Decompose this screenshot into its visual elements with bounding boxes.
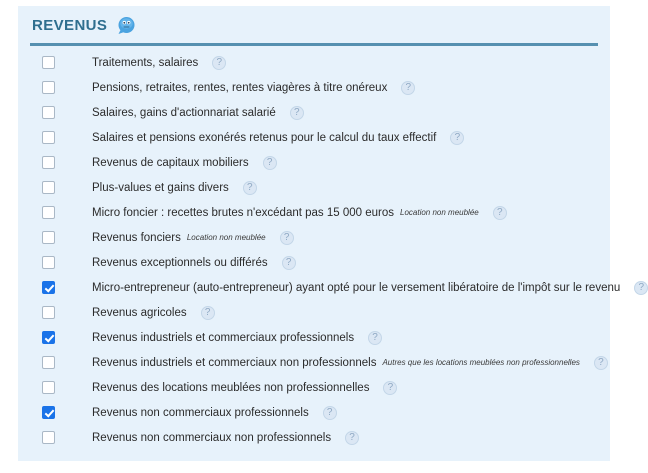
checkbox-row[interactable]	[18, 100, 610, 125]
revenu-label: Revenus non commerciaux professionnels	[92, 406, 309, 419]
help-icon[interactable]: ?	[383, 381, 397, 395]
revenu-label: Revenus des locations meublées non professionnelles	[92, 381, 370, 394]
revenu-checkbox[interactable]	[42, 206, 55, 219]
checkbox-row[interactable]	[18, 325, 610, 350]
checkbox-row[interactable]	[18, 175, 610, 200]
help-icon[interactable]: ?	[290, 106, 304, 120]
revenu-label: Revenus de capitaux mobiliers	[92, 156, 249, 169]
revenu-checkbox[interactable]	[42, 181, 55, 194]
help-icon[interactable]: ?	[263, 156, 277, 170]
revenu-checkbox[interactable]	[42, 131, 55, 144]
revenu-label: Micro foncier : recettes brutes n'excédant pas 15 000 euros	[92, 206, 394, 219]
revenu-label: Revenus exceptionnels ou différés	[92, 256, 268, 269]
revenu-note: Location non meublée	[400, 208, 479, 217]
revenu-checkbox[interactable]	[42, 406, 55, 419]
revenus-checkbox-list	[18, 50, 645, 450]
revenu-note: Autres que les locations meublées non professionnelles	[382, 358, 580, 367]
revenu-checkbox[interactable]	[42, 256, 55, 269]
page-title: REVENUS	[32, 16, 108, 34]
help-icon[interactable]: ?	[594, 356, 608, 370]
checkbox-row[interactable]	[18, 375, 610, 400]
help-icon[interactable]: ?	[493, 206, 507, 220]
panel-header	[18, 6, 610, 44]
revenu-checkbox[interactable]	[42, 356, 55, 369]
checkbox-row[interactable]	[18, 125, 610, 150]
revenu-label: Revenus non commerciaux non professionnels	[92, 431, 332, 444]
help-icon[interactable]: ?	[280, 231, 294, 245]
checkbox-row[interactable]	[18, 300, 610, 325]
revenu-label: Traitements, salaires	[92, 56, 199, 69]
revenus-panel	[18, 6, 645, 461]
revenu-checkbox[interactable]	[42, 381, 55, 394]
blue-mascot-icon	[117, 16, 136, 35]
help-icon[interactable]: ?	[368, 331, 382, 345]
revenu-label: Pensions, retraites, rentes, rentes viagères à titre onéreux	[92, 81, 388, 94]
help-icon[interactable]: ?	[212, 56, 226, 70]
help-icon[interactable]: ?	[282, 256, 296, 270]
revenu-label: Plus-values et gains divers	[92, 181, 229, 194]
checkbox-row[interactable]	[18, 50, 610, 75]
help-icon[interactable]: ?	[634, 281, 648, 295]
revenu-label: Revenus industriels et commerciaux non professionnels	[92, 356, 377, 369]
revenu-checkbox[interactable]	[42, 106, 55, 119]
help-icon[interactable]: ?	[401, 81, 415, 95]
revenu-label: Salaires, gains d'actionnariat salarié	[92, 106, 276, 119]
revenu-checkbox[interactable]	[42, 81, 55, 94]
revenu-checkbox[interactable]	[42, 56, 55, 69]
revenu-checkbox[interactable]	[42, 281, 55, 294]
revenu-checkbox[interactable]	[42, 306, 55, 319]
checkbox-row[interactable]	[18, 150, 610, 175]
revenu-note: Location non meublée	[186, 233, 266, 242]
header-divider	[30, 43, 598, 46]
help-icon[interactable]: ?	[450, 131, 464, 145]
revenu-label: Revenus agricoles	[92, 306, 187, 319]
checkbox-row[interactable]	[18, 425, 610, 450]
revenu-label: Revenus fonciers	[92, 231, 181, 244]
revenu-checkbox[interactable]	[42, 431, 55, 444]
checkbox-row[interactable]	[18, 225, 610, 250]
help-icon[interactable]: ?	[345, 431, 359, 445]
revenu-label: Micro-entrepreneur (auto-entrepreneur) ayant opté pour le versement libératoire de l'impôt sur le revenu	[92, 281, 621, 294]
revenu-label: Salaires et pensions exonérés retenus pour le calcul du taux effectif	[92, 131, 437, 144]
help-icon[interactable]: ?	[243, 181, 257, 195]
checkbox-row[interactable]	[18, 350, 610, 375]
checkbox-row[interactable]	[18, 400, 610, 425]
help-icon[interactable]: ?	[201, 306, 215, 320]
revenu-label: Revenus industriels et commerciaux professionnels	[92, 331, 355, 344]
checkbox-row[interactable]	[18, 275, 645, 300]
revenu-checkbox[interactable]	[42, 231, 55, 244]
revenu-checkbox[interactable]	[42, 331, 55, 344]
help-icon[interactable]: ?	[323, 406, 337, 420]
checkbox-row[interactable]	[18, 200, 610, 225]
checkbox-row[interactable]	[18, 250, 610, 275]
revenu-checkbox[interactable]	[42, 156, 55, 169]
checkbox-row[interactable]	[18, 75, 610, 100]
